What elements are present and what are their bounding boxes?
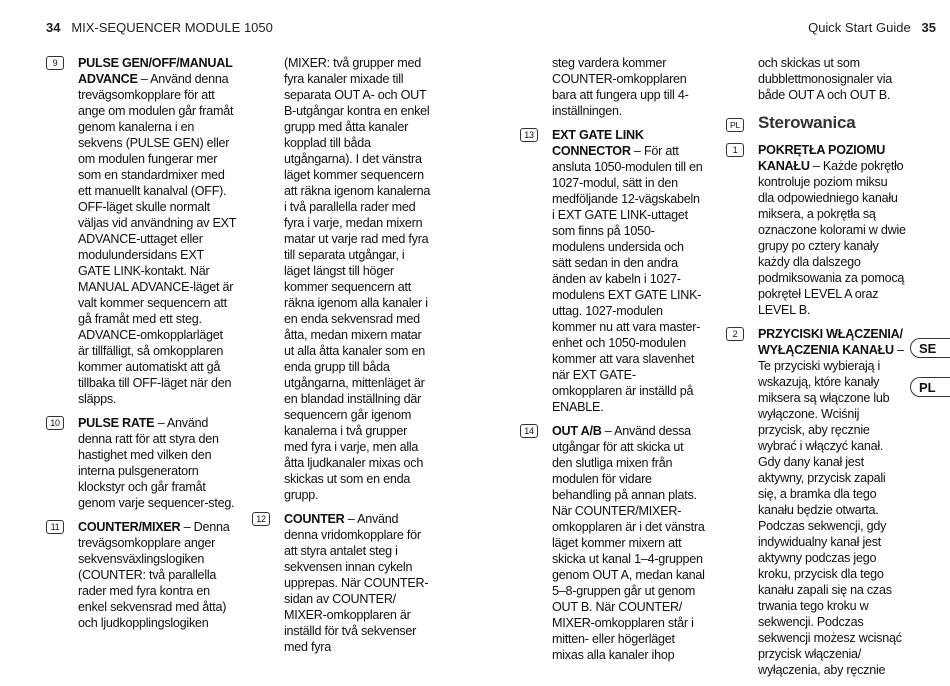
item-title: COUNTER <box>284 512 345 526</box>
item-number: 13 <box>520 128 538 142</box>
item-text: – Denna trevägsomkopplare anger sekvensväxlingslogiken (COUNTER: två parallella rader med fyra kontra en enkel sekvensrad med åtta) och ljudkopplingslogiken <box>78 520 230 630</box>
language-tab-pl[interactable] <box>910 377 950 397</box>
item-text: – Använd denna vridomkopplare för att styra antalet steg i sekvensen innan cykeln upprepas. När COUNTER-sidan av COUNTER/ MIXER-omkopplaren är inställd för två sekvenser med fyra <box>284 512 429 654</box>
language-tag: PL <box>726 118 744 132</box>
item-number: 9 <box>46 56 64 70</box>
continued-text: (MIXER: två grupper med fyra kanaler mixade till separata OUT A- och OUT B-utgångar kontra en enkel grupp med åtta kanaler kopplad till båda utgångarna). I det vänstra läget kommer sequencern att räkna igenom kanalerna i två parallella rader med fyra i varje, medan mixern matar ut varje rad med fyra till separata utgångar, i läget längst till höger kommer sequencern att räkna igenom alla kanaler i en enda sekvensrad med åtta, medan mixern matar ut alla åtta kanaler som en enda grupp till båda utgångarna, mittenläget är en blandad inställning där sequencern går igenom kanalerna i två grupper med fyra i varje, men alla åtta ljudkanaler mixas och skickas ut som en enda grupp. <box>284 56 431 502</box>
module-title: MIX-SEQUENCER MODULE 1050 <box>71 20 273 35</box>
item-11 <box>46 519 236 631</box>
item-9 <box>46 55 236 407</box>
column-4 <box>726 55 906 686</box>
item-title: COUNTER/MIXER <box>78 520 181 534</box>
item-text: – Använd dessa utgångar för att skicka ut den slutliga mixen från modulen för vidare behandling på annan plats. När COUNTER/MIXER-omkopplaren är i det vänstra läget kommer mixern att skicka ut kanal 1–4-gruppen genom OUT A, medan kanal 5–8-gruppen går ut genom OUT B. När COUNTER/ MIXER-omkopplaren står i mitten- eller högerläget mixas alla kanaler ihop <box>552 424 705 662</box>
item-title: EXT GATE LINK CONNECTOR <box>552 128 644 158</box>
item-text: – Använd denna trevägsomkopplare för att ange om modulen går framåt genom kanalerna i en sekvens (PULSE GEN) eller om modulen fungerar mer som en standardmixer med ett manuellt kanalval (OFF). OFF-läget skulle normalt väljas vid användning av EXT ADVANCE-uttaget eller modulundersidans EXT GATE LINK-kontakt. När MANUAL ADVANCE-läget är valt kommer sequencern att gå framåt med ett steg. ADVANCE-omkopplarläget är tillfälligt, så omkopplaren kommer automatiskt att gå tillbaka till OFF-läget när den släpps. <box>78 72 236 406</box>
item-10 <box>46 415 236 511</box>
item-11-continued <box>252 55 432 503</box>
section-title: Sterowanica <box>758 113 856 132</box>
header-right <box>808 20 936 35</box>
item-number: 11 <box>46 520 64 534</box>
language-tab-se[interactable] <box>910 338 950 358</box>
item-number: 12 <box>252 512 270 526</box>
page-number-right: 35 <box>921 20 936 35</box>
page-number-left: 34 <box>46 20 61 35</box>
item-text: – Te przyciski wybierają i wskazują, które kanały miksera są włączone lub wyłączone. Wciśnij przycisk, aby ręcznie wybrać i włączyć kanał. Gdy dany kanał jest aktywny, przycisk zapali się, a bramka dla tego kanału będzie otwarta. Podczas sekwencji, gdy indywidualny kanał jest aktywny podczas jego kroku, przycisk dla tego kanału zapali się na czas trwania tego kroku w sekwencji. Podczas sekwencji możesz wcisnąć przycisk włączenia/ wyłączenia, aby ręcznie <box>758 343 904 677</box>
header-left <box>46 20 273 35</box>
item-text: – För att ansluta 1050-modulen till en 1027-modul, sätt in den medföljande 12-vägskabeln i EXT GATE LINK-uttaget som finns på 1050-modulens undersida och sätt sedan in den andra änden av kabeln i 1027-modulens EXT GATE LINK-uttag. 1027-modulen kommer nu att vara master-enhet och 1050-modulen kommer att vara slavenhet när EXT GATE-omkopplaren är inställd på ENABLE. <box>552 144 703 414</box>
column-1 <box>46 55 236 639</box>
item-title: PULSE GEN/OFF/MANUAL ADVANCE <box>78 56 233 86</box>
item-text: – Każde pokrętło kontroluje poziom miksu dla odpowiedniego kanału miksera, a pokrętła są oznaczone kolorami w dwie grupy po cztery kanały każdy dla dalszego podmiksowania za pomocą pokręteł LEVEL A oraz LEVEL B. <box>758 159 906 317</box>
item-number: 10 <box>46 416 64 430</box>
section-heading <box>726 115 906 132</box>
item-12 <box>252 511 432 655</box>
item-title: POKRĘTŁA POZIOMU KANAŁU <box>758 143 886 173</box>
tab-label: SE <box>919 341 937 356</box>
item-title: PULSE RATE <box>78 416 155 430</box>
item-14 <box>520 423 705 663</box>
column-2 <box>252 55 432 663</box>
item-number: 2 <box>726 327 744 341</box>
item-number: 14 <box>520 424 538 438</box>
item-13 <box>520 127 705 415</box>
item-2 <box>726 326 906 678</box>
item-title: OUT A/B <box>552 424 602 438</box>
item-title: PRZYCISKI WŁĄCZENIA/ WYŁĄCZENIA KANAŁU <box>758 327 903 357</box>
continued-text: och skickas ut som dubblettmonosignaler via både OUT A och OUT B. <box>758 56 893 102</box>
item-1 <box>726 142 906 318</box>
tab-label: PL <box>919 380 936 395</box>
item-number: 1 <box>726 143 744 157</box>
item-14-continued <box>726 55 906 103</box>
continued-text: steg vardera kommer COUNTER-omkopplaren bara att fungera upp till 4-inställningen. <box>552 56 689 118</box>
guide-title: Quick Start Guide <box>808 20 911 35</box>
item-text: – Använd denna ratt för att styra den hastighet med vilken den interna pulsgeneratorn klockstyr och går framåt genom varje sequencer-steg. <box>78 416 235 510</box>
column-3 <box>520 55 705 671</box>
item-12-continued <box>520 55 705 119</box>
